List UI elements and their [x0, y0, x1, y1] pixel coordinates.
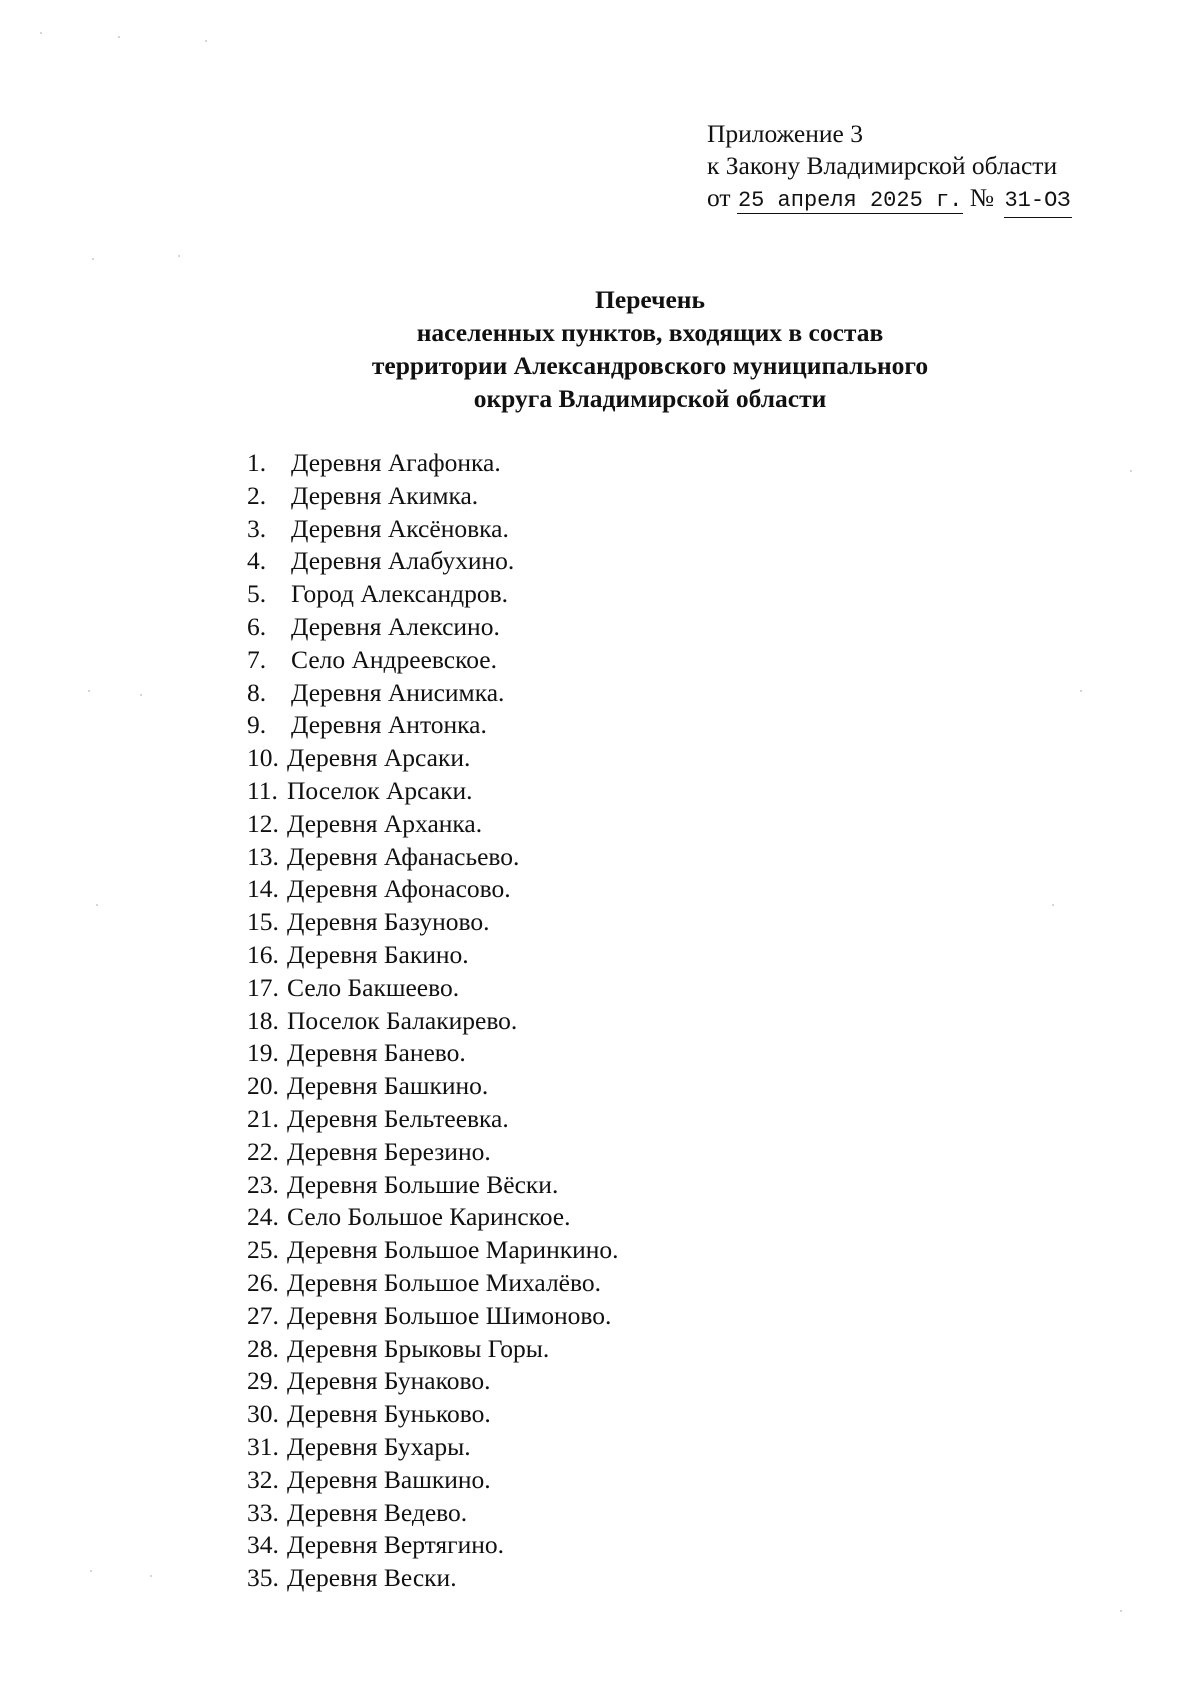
list-item-number: 24.: [247, 1202, 279, 1232]
list-item-name: Поселок Балакирево.: [287, 1005, 518, 1035]
list-item: [247, 611, 619, 644]
list-item-name: Село Большое Каринское.: [287, 1202, 571, 1232]
list-item-number: 5.: [247, 579, 267, 609]
list-item: [247, 939, 619, 972]
scan-speck: [92, 258, 94, 260]
list-item: [247, 1103, 619, 1136]
list-item-number: 17.: [247, 972, 279, 1002]
list-item-number: 30.: [247, 1399, 279, 1429]
list-item: [247, 742, 619, 775]
list-item: [247, 1234, 619, 1267]
list-item-name: Деревня Аксёновка.: [291, 513, 509, 543]
list-item: [247, 545, 619, 578]
list-item-number: 6.: [247, 611, 267, 641]
list-item-name: Деревня Вашкино.: [287, 1464, 491, 1494]
list-item: [247, 709, 619, 742]
list-item-number: 33.: [247, 1497, 279, 1527]
list-item: [247, 1070, 619, 1103]
list-item: [247, 1365, 619, 1398]
list-item: [247, 1169, 619, 1202]
scan-speck: [1120, 1610, 1122, 1612]
list-item-name: Деревня Бакино.: [287, 939, 469, 969]
list-item: [247, 1562, 619, 1595]
list-item-number: 32.: [247, 1464, 279, 1494]
list-item: [247, 1201, 619, 1234]
list-item-name: Город Александров.: [291, 579, 509, 609]
list-item-name: Деревня Башкино.: [287, 1071, 489, 1101]
list-item-number: 20.: [247, 1071, 279, 1101]
scan-speck: [140, 694, 142, 696]
list-item-number: 10.: [247, 743, 279, 773]
list-item: [247, 1497, 619, 1530]
list-item: [247, 1529, 619, 1562]
title-line-3: территории Александровского муниципального: [371, 351, 929, 380]
appendix-law-reference: к Закону Владимирской области: [707, 151, 1058, 180]
list-item: [247, 644, 619, 677]
list-item-name: Деревня Арханка.: [287, 808, 483, 838]
list-item-number: 3.: [247, 513, 267, 543]
scan-speck: [178, 255, 180, 257]
list-item-name: Деревня Агафонка.: [291, 448, 501, 477]
list-item-name: Деревня Антонка.: [291, 710, 487, 740]
appendix-header: [707, 118, 1072, 218]
list-item-name: Деревня Алексино.: [291, 611, 500, 641]
list-item-number: 15.: [247, 907, 279, 937]
list-item-number: 25.: [247, 1235, 279, 1265]
list-item-name: Деревня Анисимка.: [291, 677, 505, 707]
list-item-number: 35.: [247, 1563, 279, 1593]
title-line-2: населенных пунктов, входящих в состав: [416, 318, 884, 347]
list-item-name: Деревня Бухары.: [287, 1431, 471, 1461]
scan-speck: [205, 40, 207, 42]
list-item-name: Поселок Арсаки.: [287, 775, 473, 805]
list-item-number: 28.: [247, 1333, 279, 1363]
appendix-title: Приложение 3: [707, 119, 863, 148]
list-item-number: 23.: [247, 1169, 279, 1199]
list-item-number: 26.: [247, 1267, 279, 1297]
list-item-number: 27.: [247, 1300, 279, 1330]
list-item-number: 11.: [247, 775, 278, 805]
list-item-number: 18.: [247, 1005, 279, 1035]
list-item-name: Деревня Акимка.: [291, 480, 479, 510]
list-item-number: 22.: [247, 1136, 279, 1166]
list-item-number: 7.: [247, 644, 267, 674]
list-item-name: Деревня Бельтеевка.: [287, 1103, 509, 1133]
title-line-4: округа Владимирской области: [473, 384, 827, 413]
list-item-name: Деревня Березино.: [287, 1136, 491, 1166]
list-item-name: Деревня Бунаково.: [287, 1366, 491, 1396]
list-item-name: Деревня Большое Шимоново.: [287, 1300, 612, 1330]
scan-speck: [88, 690, 90, 692]
list-item-name: Село Бакшеево.: [287, 972, 460, 1002]
title-line-1: Перечень: [595, 285, 705, 314]
list-item: [247, 1300, 619, 1333]
scan-speck: [118, 36, 120, 38]
list-item-number: 29.: [247, 1366, 279, 1396]
scan-speck: [96, 904, 98, 906]
list-item-name: Деревня Большое Михалёво.: [287, 1267, 601, 1297]
list-item-number: 34.: [247, 1530, 279, 1560]
list-item-number: 12.: [247, 808, 279, 838]
list-item: [247, 1267, 619, 1300]
list-item-name: Деревня Афанасьево.: [287, 841, 520, 871]
list-item-name: Деревня Банево.: [287, 1038, 466, 1068]
list-item: [247, 1136, 619, 1169]
list-item: [247, 480, 619, 513]
list-item: [247, 972, 619, 1005]
list-item-name: Деревня Большие Вёски.: [287, 1169, 559, 1199]
list-item-number: 2.: [247, 480, 267, 510]
list-item-number: 19.: [247, 1038, 279, 1068]
list-item: [247, 808, 619, 841]
list-item-number: 13.: [247, 841, 279, 871]
list-item-name: Деревня Буньково.: [287, 1399, 491, 1429]
appendix-date-prefix: от: [707, 183, 731, 212]
list-item-name: Деревня Брыковы Горы.: [287, 1333, 550, 1363]
scan-speck: [90, 1570, 92, 1572]
list-item: [247, 1333, 619, 1366]
list-item: [247, 447, 619, 480]
list-item: [247, 906, 619, 939]
scan-speck: [150, 1575, 152, 1577]
list-item-name: Деревня Афонасово.: [287, 874, 511, 904]
list-item-name: Деревня Вески.: [287, 1563, 457, 1593]
list-item: [247, 513, 619, 546]
list-item: [247, 578, 619, 611]
appendix-date: 25 апреля 2025 г.: [737, 188, 963, 213]
list-item-name: Деревня Базуново.: [287, 907, 490, 937]
list-item-number: 9.: [247, 710, 267, 740]
list-item: [247, 873, 619, 906]
appendix-date-line: [707, 182, 1072, 218]
list-item: [247, 1431, 619, 1464]
settlement-list: [247, 447, 619, 1595]
list-item-number: 16.: [247, 939, 279, 969]
list-item-number: 21.: [247, 1103, 279, 1133]
scan-speck: [1130, 470, 1132, 472]
list-item: [247, 1464, 619, 1497]
list-item: [247, 775, 619, 808]
list-item-number: 14.: [247, 874, 279, 904]
list-item: [247, 1005, 619, 1038]
appendix-number-sign: №: [969, 183, 995, 212]
list-item-number: 4.: [247, 546, 267, 576]
scan-speck: [40, 32, 42, 34]
scan-speck: [1052, 904, 1054, 906]
appendix-law-number: 31-ОЗ: [1004, 185, 1072, 218]
list-item-name: Деревня Ведево.: [287, 1497, 468, 1527]
list-item: [247, 677, 619, 710]
list-item-number: 1.: [247, 448, 267, 477]
list-item-name: Деревня Алабухино.: [291, 546, 515, 576]
list-item-name: Деревня Большое Маринкино.: [287, 1235, 619, 1265]
list-item-name: Деревня Вертягино.: [287, 1530, 505, 1560]
list-item-number: 31.: [247, 1431, 279, 1461]
list-item-number: 8.: [247, 677, 267, 707]
document-title: [240, 283, 1060, 415]
list-item: [247, 1398, 619, 1431]
list-item: [247, 1037, 619, 1070]
list-item-name: Село Андреевское.: [291, 644, 497, 674]
scan-speck: [1080, 690, 1082, 692]
list-item-name: Деревня Арсаки.: [287, 743, 471, 773]
list-item: [247, 841, 619, 874]
